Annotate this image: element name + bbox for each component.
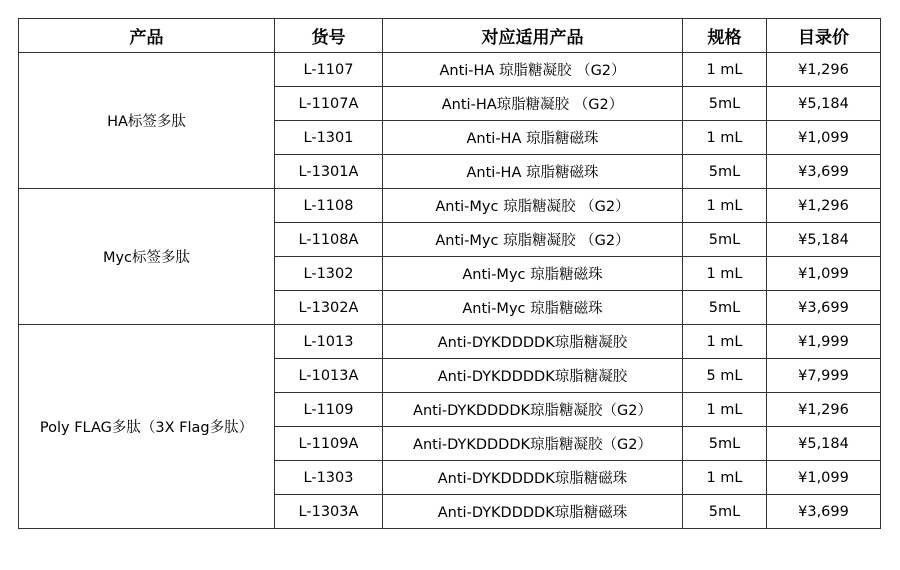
applicable-product-cell: Anti-DYKDDDDK琼脂糖磁珠 (383, 495, 683, 529)
spec-cell: 1 mL (683, 53, 767, 87)
catalog-no-cell: L-1108 (275, 189, 383, 223)
table-row (19, 325, 881, 359)
header-applicable: 对应适用产品 (383, 19, 683, 53)
product-group-cell: HA标签多肽 (19, 53, 275, 189)
price-cell: ¥1,099 (767, 461, 881, 495)
spec-cell: 1 mL (683, 325, 767, 359)
spec-cell: 5mL (683, 427, 767, 461)
price-cell: ¥1,099 (767, 121, 881, 155)
header-row (19, 19, 881, 53)
product-group-cell: Poly FLAG多肽（3X Flag多肽） (19, 325, 275, 529)
catalog-no-cell: L-1302A (275, 291, 383, 325)
spec-cell: 1 mL (683, 257, 767, 291)
catalog-no-cell: L-1013A (275, 359, 383, 393)
price-cell: ¥3,699 (767, 291, 881, 325)
catalog-no-cell: L-1108A (275, 223, 383, 257)
applicable-product-cell: Anti-DYKDDDDK琼脂糖磁珠 (383, 461, 683, 495)
catalog-no-cell: L-1301 (275, 121, 383, 155)
applicable-product-cell: Anti-DYKDDDDK琼脂糖凝胶（G2） (383, 427, 683, 461)
applicable-product-cell: Anti-Myc 琼脂糖磁珠 (383, 257, 683, 291)
price-cell: ¥1,999 (767, 325, 881, 359)
spec-cell: 1 mL (683, 189, 767, 223)
spec-cell: 1 mL (683, 393, 767, 427)
table-body (19, 53, 881, 529)
price-cell: ¥1,099 (767, 257, 881, 291)
spec-cell: 5mL (683, 155, 767, 189)
price-table (18, 18, 881, 529)
applicable-product-cell: Anti-Myc 琼脂糖凝胶 （G2） (383, 223, 683, 257)
applicable-product-cell: Anti-Myc 琼脂糖磁珠 (383, 291, 683, 325)
price-cell: ¥5,184 (767, 87, 881, 121)
price-cell: ¥5,184 (767, 223, 881, 257)
catalog-no-cell: L-1303A (275, 495, 383, 529)
catalog-no-cell: L-1107 (275, 53, 383, 87)
header-price: 目录价 (767, 19, 881, 53)
catalog-no-cell: L-1109A (275, 427, 383, 461)
spec-cell: 5 mL (683, 359, 767, 393)
spec-cell: 1 mL (683, 121, 767, 155)
applicable-product-cell: Anti-DYKDDDDK琼脂糖凝胶 (383, 325, 683, 359)
table-row (19, 189, 881, 223)
table-header (19, 19, 881, 53)
applicable-product-cell: Anti-HA 琼脂糖凝胶 （G2） (383, 53, 683, 87)
price-cell: ¥3,699 (767, 155, 881, 189)
price-cell: ¥1,296 (767, 53, 881, 87)
catalog-no-cell: L-1301A (275, 155, 383, 189)
product-group-cell: Myc标签多肽 (19, 189, 275, 325)
table-row (19, 53, 881, 87)
catalog-no-cell: L-1302 (275, 257, 383, 291)
header-spec: 规格 (683, 19, 767, 53)
catalog-no-cell: L-1109 (275, 393, 383, 427)
spec-cell: 1 mL (683, 461, 767, 495)
price-cell: ¥7,999 (767, 359, 881, 393)
catalog-no-cell: L-1013 (275, 325, 383, 359)
price-cell: ¥3,699 (767, 495, 881, 529)
applicable-product-cell: Anti-HA 琼脂糖磁珠 (383, 121, 683, 155)
price-cell: ¥5,184 (767, 427, 881, 461)
spec-cell: 5mL (683, 291, 767, 325)
applicable-product-cell: Anti-HA琼脂糖凝胶 （G2） (383, 87, 683, 121)
applicable-product-cell: Anti-Myc 琼脂糖凝胶 （G2） (383, 189, 683, 223)
catalog-no-cell: L-1303 (275, 461, 383, 495)
price-cell: ¥1,296 (767, 393, 881, 427)
spec-cell: 5mL (683, 495, 767, 529)
catalog-no-cell: L-1107A (275, 87, 383, 121)
applicable-product-cell: Anti-DYKDDDDK琼脂糖凝胶（G2） (383, 393, 683, 427)
header-product: 产品 (19, 19, 275, 53)
header-catalog-no: 货号 (275, 19, 383, 53)
spec-cell: 5mL (683, 87, 767, 121)
spec-cell: 5mL (683, 223, 767, 257)
price-cell: ¥1,296 (767, 189, 881, 223)
applicable-product-cell: Anti-HA 琼脂糖磁珠 (383, 155, 683, 189)
applicable-product-cell: Anti-DYKDDDDK琼脂糖凝胶 (383, 359, 683, 393)
